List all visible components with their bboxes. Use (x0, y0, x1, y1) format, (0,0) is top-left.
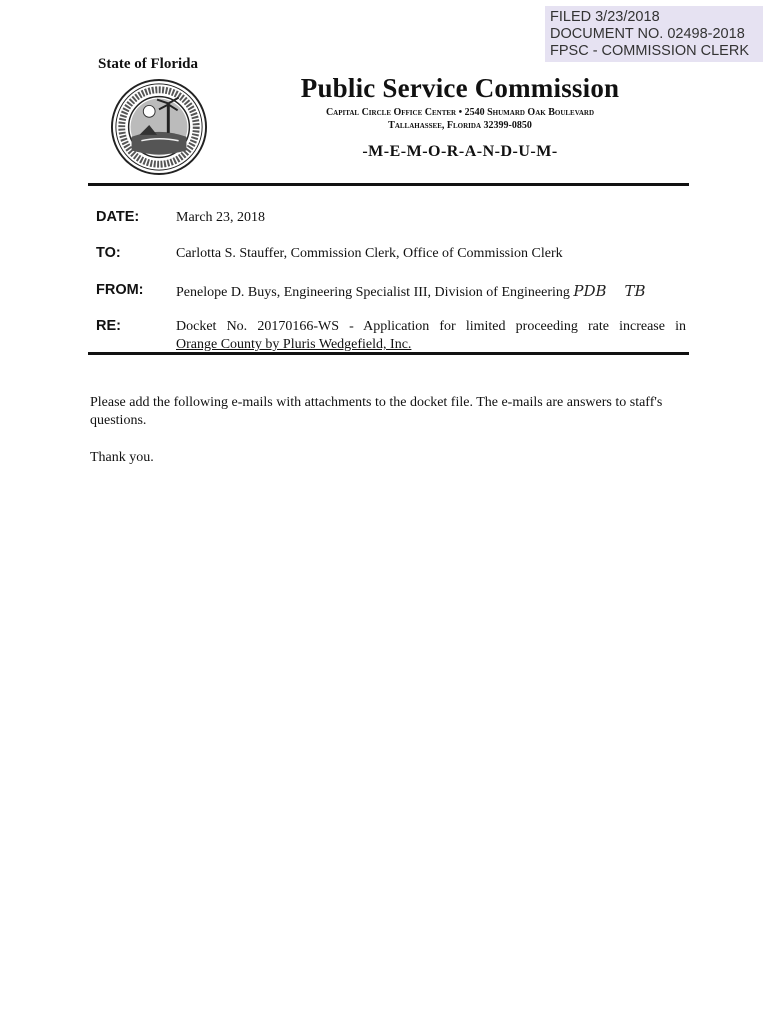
date-label: DATE: (96, 209, 140, 225)
initials-tb: TB (624, 282, 646, 300)
re-value-line-2: Orange County by Pluris Wedgefield, Inc. (176, 337, 412, 352)
closing-line: Thank you. (90, 450, 154, 465)
re-label: RE: (96, 318, 121, 334)
to-label: TO: (96, 245, 121, 261)
state-name: State of Florida (98, 56, 198, 72)
re-value (176, 318, 686, 354)
from-value: Penelope D. Buys, Engineering Specialist III, Division of Engineering (176, 285, 570, 300)
body-paragraph: Please add the following e-mails with attachments to the docket file. The e-mails are answers to staff's questions. (90, 395, 663, 428)
address-line-2: Tallahassee, Florida 32399-0850 (388, 120, 532, 131)
stamp-clerk-line: FPSC - COMMISSION CLERK (550, 43, 749, 59)
address-line-1: Capital Circle Office Center • 2540 Shumard Oak Boulevard (325, 107, 595, 118)
to-value: Carlotta S. Stauffer, Commission Clerk, Office of Commission Clerk (176, 246, 563, 261)
filing-stamp (545, 6, 763, 62)
agency-header (260, 72, 660, 161)
stamp-document-number: DOCUMENT NO. 02498-2018 (550, 26, 745, 42)
header-divider (88, 183, 689, 186)
agency-title: Public Service Commission (300, 73, 620, 103)
initials-pdb: PDB (573, 282, 607, 300)
date-value: March 23, 2018 (176, 210, 266, 225)
subject-divider (88, 352, 689, 355)
from-value-wrap (176, 282, 686, 302)
from-label: FROM: (96, 282, 144, 298)
florida-state-seal-icon (110, 78, 208, 176)
handwritten-initials (573, 282, 645, 300)
re-value-line-1: Docket No. 20170166-WS - Application for limited proceeding rate increase in (176, 319, 686, 334)
memorandum-heading: -M-E-M-O-R-A-N-D-U-M- (362, 143, 558, 160)
stamp-filed-line: FILED 3/23/2018 (550, 9, 660, 25)
